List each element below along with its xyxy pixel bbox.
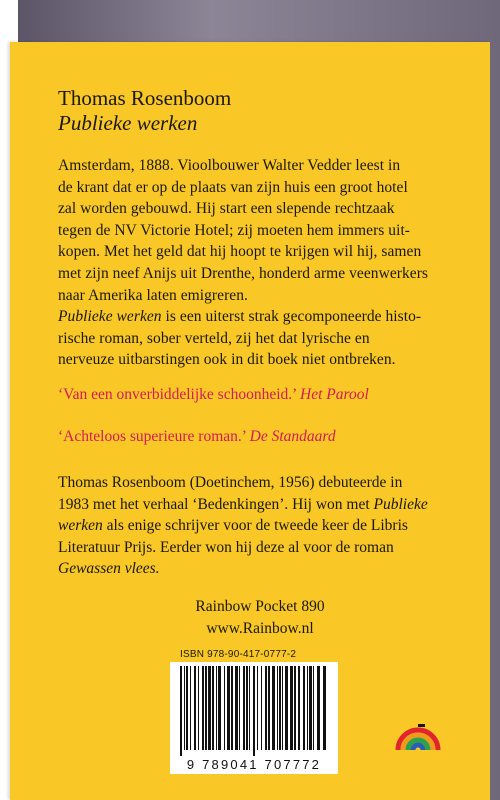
barcode-bar [317,666,320,750]
bio-line: Literatuur Prijs. Eerder won hij deze al voor de roman [58,538,394,556]
bio-text: als enige schrijver voor de tweede keer de Libris [102,517,408,535]
bio-title-mention: Gewassen vlees. [58,560,160,578]
barcode-bar [294,666,296,750]
barcode-bar [180,666,182,756]
barcode-bar [261,666,262,750]
quote-source: De Standaard [249,428,336,445]
barcode-bar [303,666,305,750]
blurb-line: Amsterdam, 1888. Vioolbouwer Walter Vedder leest in [58,157,401,174]
barcode-bar [282,666,283,750]
barcode-bar [246,666,248,750]
barcode-bar [231,666,233,750]
author-name: Thomas Rosenboom [58,86,232,110]
barcode-bar [268,666,270,750]
bio-line [58,494,458,516]
barcode-bar [239,666,240,750]
barcode-bar [272,666,275,750]
blurb-line: tegen de NV Victorie Hotel; zij moeten hem immers uit- [58,221,411,239]
barcode-bar [227,666,230,750]
barcode-bar [285,666,288,750]
blurb-line: de krant dat er op de plaats van zijn huis een groot hotel [58,178,408,196]
barcode-bar [249,666,250,750]
barcode-bar [307,666,308,750]
barcode-bar [323,666,326,750]
barcode-bar [186,666,188,750]
barcode-bar [202,666,204,750]
barcode-bar [205,666,207,750]
barcode-bar [253,666,255,756]
review-quote [58,385,458,405]
blurb-line: met zijn neef Anijs uit Drenthe, honderd arme veenwerkers [58,264,428,282]
blurb-line: zal worden gebouwd. Hij start een slepende rechtzaak [58,200,395,218]
barcode-bar [279,666,281,750]
bio-line [58,558,458,580]
bio-title-mention: werken [58,517,103,535]
publisher-website: www.Rainbow.nl [206,620,314,637]
barcode-bar [198,666,199,750]
barcode-bar [194,666,196,750]
bio-line: Thomas Rosenboom (Doetinchem, 1956) debuteerde in [58,474,403,491]
blurb-line-rest: is een uiterst strak gecomponeerde histo- [161,308,422,326]
blurb-title-mention: Publieke werken [58,308,162,326]
barcode-bar [265,666,267,750]
blurb-line: nerveuze uitbarstingen ook in dit boek niet ontbreken. [58,351,396,369]
blurb-text [58,155,458,371]
review-quote [58,427,458,447]
book-title: Publieke werken [58,111,198,135]
barcode-bar [208,666,211,750]
blurb-line: naar Amerika laten emigreren. [58,286,248,304]
blurb-line [58,306,458,328]
blurb-line: kopen. Met het geld dat hij hoopt te krijgen wil hij, samen [58,243,422,261]
barcode-bar [257,666,258,750]
author-bio [58,472,458,580]
bio-title-mention: Publieke [373,495,428,513]
barcode-bar [298,666,300,750]
quote-source: Het Parool [300,386,369,403]
quote-text: ‘Achteloos superieure roman.’ [58,428,250,445]
barcode-bar [216,666,217,750]
quote-text: ‘Van een onverbiddelijke schoonheid.’ [58,386,301,403]
isbn-label: ISBN 978-90-417-0777-2 [180,649,297,660]
barcode-digits: 9 789041 707772 [186,757,322,772]
barcode-bars [170,662,338,756]
barcode-bar [184,666,185,750]
barcode-bar [309,666,312,750]
blurb-line: rische roman, sober verteld, zij het dat lyrische en [58,329,370,347]
series-label: Rainbow Pocket 890 [195,598,325,615]
barcode-bar [218,666,221,750]
barcode-bar [243,666,245,750]
barcode [170,662,338,774]
barcode-bar [190,666,191,750]
bio-line [58,515,458,537]
rainbow-logo-icon [392,704,442,754]
barcode-bar [224,666,225,750]
barcode-bar [313,666,314,750]
barcode-bar [235,666,238,750]
bio-text: 1983 met het verhaal ‘Bedenkingen’. Hij won met [58,495,374,513]
barcode-bar [290,666,293,750]
barcode-bar [277,666,278,750]
barcode-bar [212,666,214,750]
back-cover [10,42,490,800]
